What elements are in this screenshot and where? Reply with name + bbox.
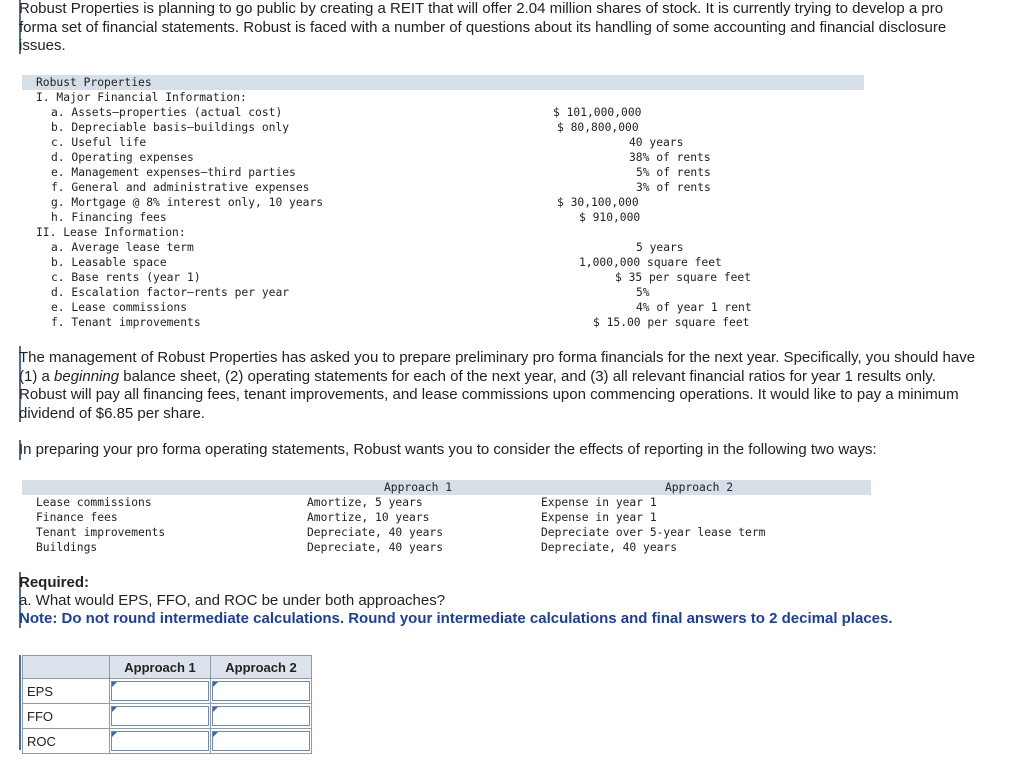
section-heading: I. Major Financial Information: xyxy=(36,91,247,104)
info-value: 5 years xyxy=(636,241,684,254)
info-label: d. Operating expenses xyxy=(51,151,194,164)
approach-2-header: Approach 2 xyxy=(665,481,734,494)
approach-item: Finance fees xyxy=(36,511,118,524)
approach-2-value: Expense in year 1 xyxy=(541,511,657,524)
info-value: $ 30,100,000 xyxy=(557,196,639,209)
info-value: 40 years xyxy=(629,136,684,149)
info-label: c. Base rents (year 1) xyxy=(51,271,201,284)
eps-approach-1-input[interactable] xyxy=(111,681,209,701)
approach-item: Tenant improvements xyxy=(36,526,166,539)
info-label: f. Tenant improvements xyxy=(51,316,201,329)
answer-table xyxy=(22,655,312,754)
required-heading: Required: xyxy=(19,574,90,591)
intro-paragraph: Robust Properties is planning to go public by creating a REIT that will offer 2.04 million shares of stock. It is currently trying to develop a pro forma set of financial statements. Robust is faced with a number of questions about its handling of some accounting and financial disclosure issues. xyxy=(19,0,947,54)
ffo-approach-2-input[interactable] xyxy=(212,706,310,726)
eps-approach-2-input[interactable] xyxy=(212,681,310,701)
roc-approach-1-input[interactable] xyxy=(111,731,209,751)
answer-row-label: FFO xyxy=(23,704,110,729)
info-value: 4% of year 1 rent xyxy=(636,301,752,314)
approach-item: Buildings xyxy=(36,541,98,554)
info-value: $ 80,800,000 xyxy=(557,121,639,134)
info-label: c. Useful life xyxy=(51,136,147,149)
approach-1-header: Approach 1 xyxy=(384,481,453,494)
required-question: a. What would EPS, FFO, and ROC be under both approaches? xyxy=(19,592,446,609)
approach-item: Lease commissions xyxy=(36,496,152,509)
info-label: d. Escalation factor—rents per year xyxy=(51,286,290,299)
info-label: e. Management expenses—third parties xyxy=(51,166,296,179)
info-label: h. Financing fees xyxy=(51,211,167,224)
info-value: $ 101,000,000 xyxy=(553,106,642,119)
section-heading: II. Lease Information: xyxy=(36,226,186,239)
info-value: 38% of rents xyxy=(629,151,711,164)
approach-1-value: Depreciate, 40 years xyxy=(307,541,444,554)
answer-row-roc xyxy=(23,729,312,754)
answer-row-label: EPS xyxy=(23,679,110,704)
info-value: 5% xyxy=(636,286,650,299)
info-label: b. Leasable space xyxy=(51,256,167,269)
left-accent-bar xyxy=(19,655,21,750)
info-value: $ 15.00 per square feet xyxy=(593,316,750,329)
info-label: b. Depreciable basis—buildings only xyxy=(51,121,290,134)
info-label: a. Assets—properties (actual cost) xyxy=(51,106,283,119)
answer-row-eps xyxy=(23,679,312,704)
roc-approach-2-input[interactable] xyxy=(212,731,310,751)
ffo-approach-1-input[interactable] xyxy=(111,706,209,726)
task-paragraph: The management of Robust Properties has asked you to prepare preliminary pro forma financials for the next year. Specifically, you should have (1) a beginning balance sheet, (2) operating statements for each of the next year, and (3) all relevant financial ratios for year 1 results only. Robust will pay all financing fees, tenant improvements, and lease commissions upon commencing operations. It would like to pay a minimum dividend of $6.85 per share. xyxy=(19,349,976,422)
approach-2-value: Depreciate, 40 years xyxy=(541,541,678,554)
info-value: $ 35 per square feet xyxy=(615,271,752,284)
info-value: 3% of rents xyxy=(636,181,711,194)
approach-2-value: Expense in year 1 xyxy=(541,496,657,509)
approach-intro-paragraph: In preparing your pro forma operating statements, Robust wants you to consider the effects of reporting in the following two ways: xyxy=(19,441,877,458)
answer-col-approach-2: Approach 2 xyxy=(211,656,312,679)
approach-2-value: Depreciate over 5-year lease term xyxy=(541,526,766,539)
info-label: g. Mortgage @ 8% interest only, 10 years xyxy=(51,196,324,209)
approach-1-value: Depreciate, 40 years xyxy=(307,526,444,539)
info-value: $ 910,000 xyxy=(579,211,641,224)
info-table-title: Robust Properties xyxy=(36,76,152,89)
approach-1-value: Amortize, 5 years xyxy=(307,496,423,509)
info-label: a. Average lease term xyxy=(51,241,194,254)
approach-1-value: Amortize, 10 years xyxy=(307,511,430,524)
info-value: 5% of rents xyxy=(636,166,711,179)
rounding-note: Note: Do not round intermediate calculations. Round your intermediate calculations and final answers to 2 decimal places. xyxy=(19,610,893,627)
answer-row-ffo xyxy=(23,704,312,729)
answer-col-approach-1: Approach 1 xyxy=(110,656,211,679)
info-label: e. Lease commissions xyxy=(51,301,188,314)
answer-row-label: ROC xyxy=(23,729,110,754)
answer-table-corner xyxy=(23,656,110,679)
info-value: 1,000,000 square feet xyxy=(579,256,722,269)
info-label: f. General and administrative expenses xyxy=(51,181,310,194)
